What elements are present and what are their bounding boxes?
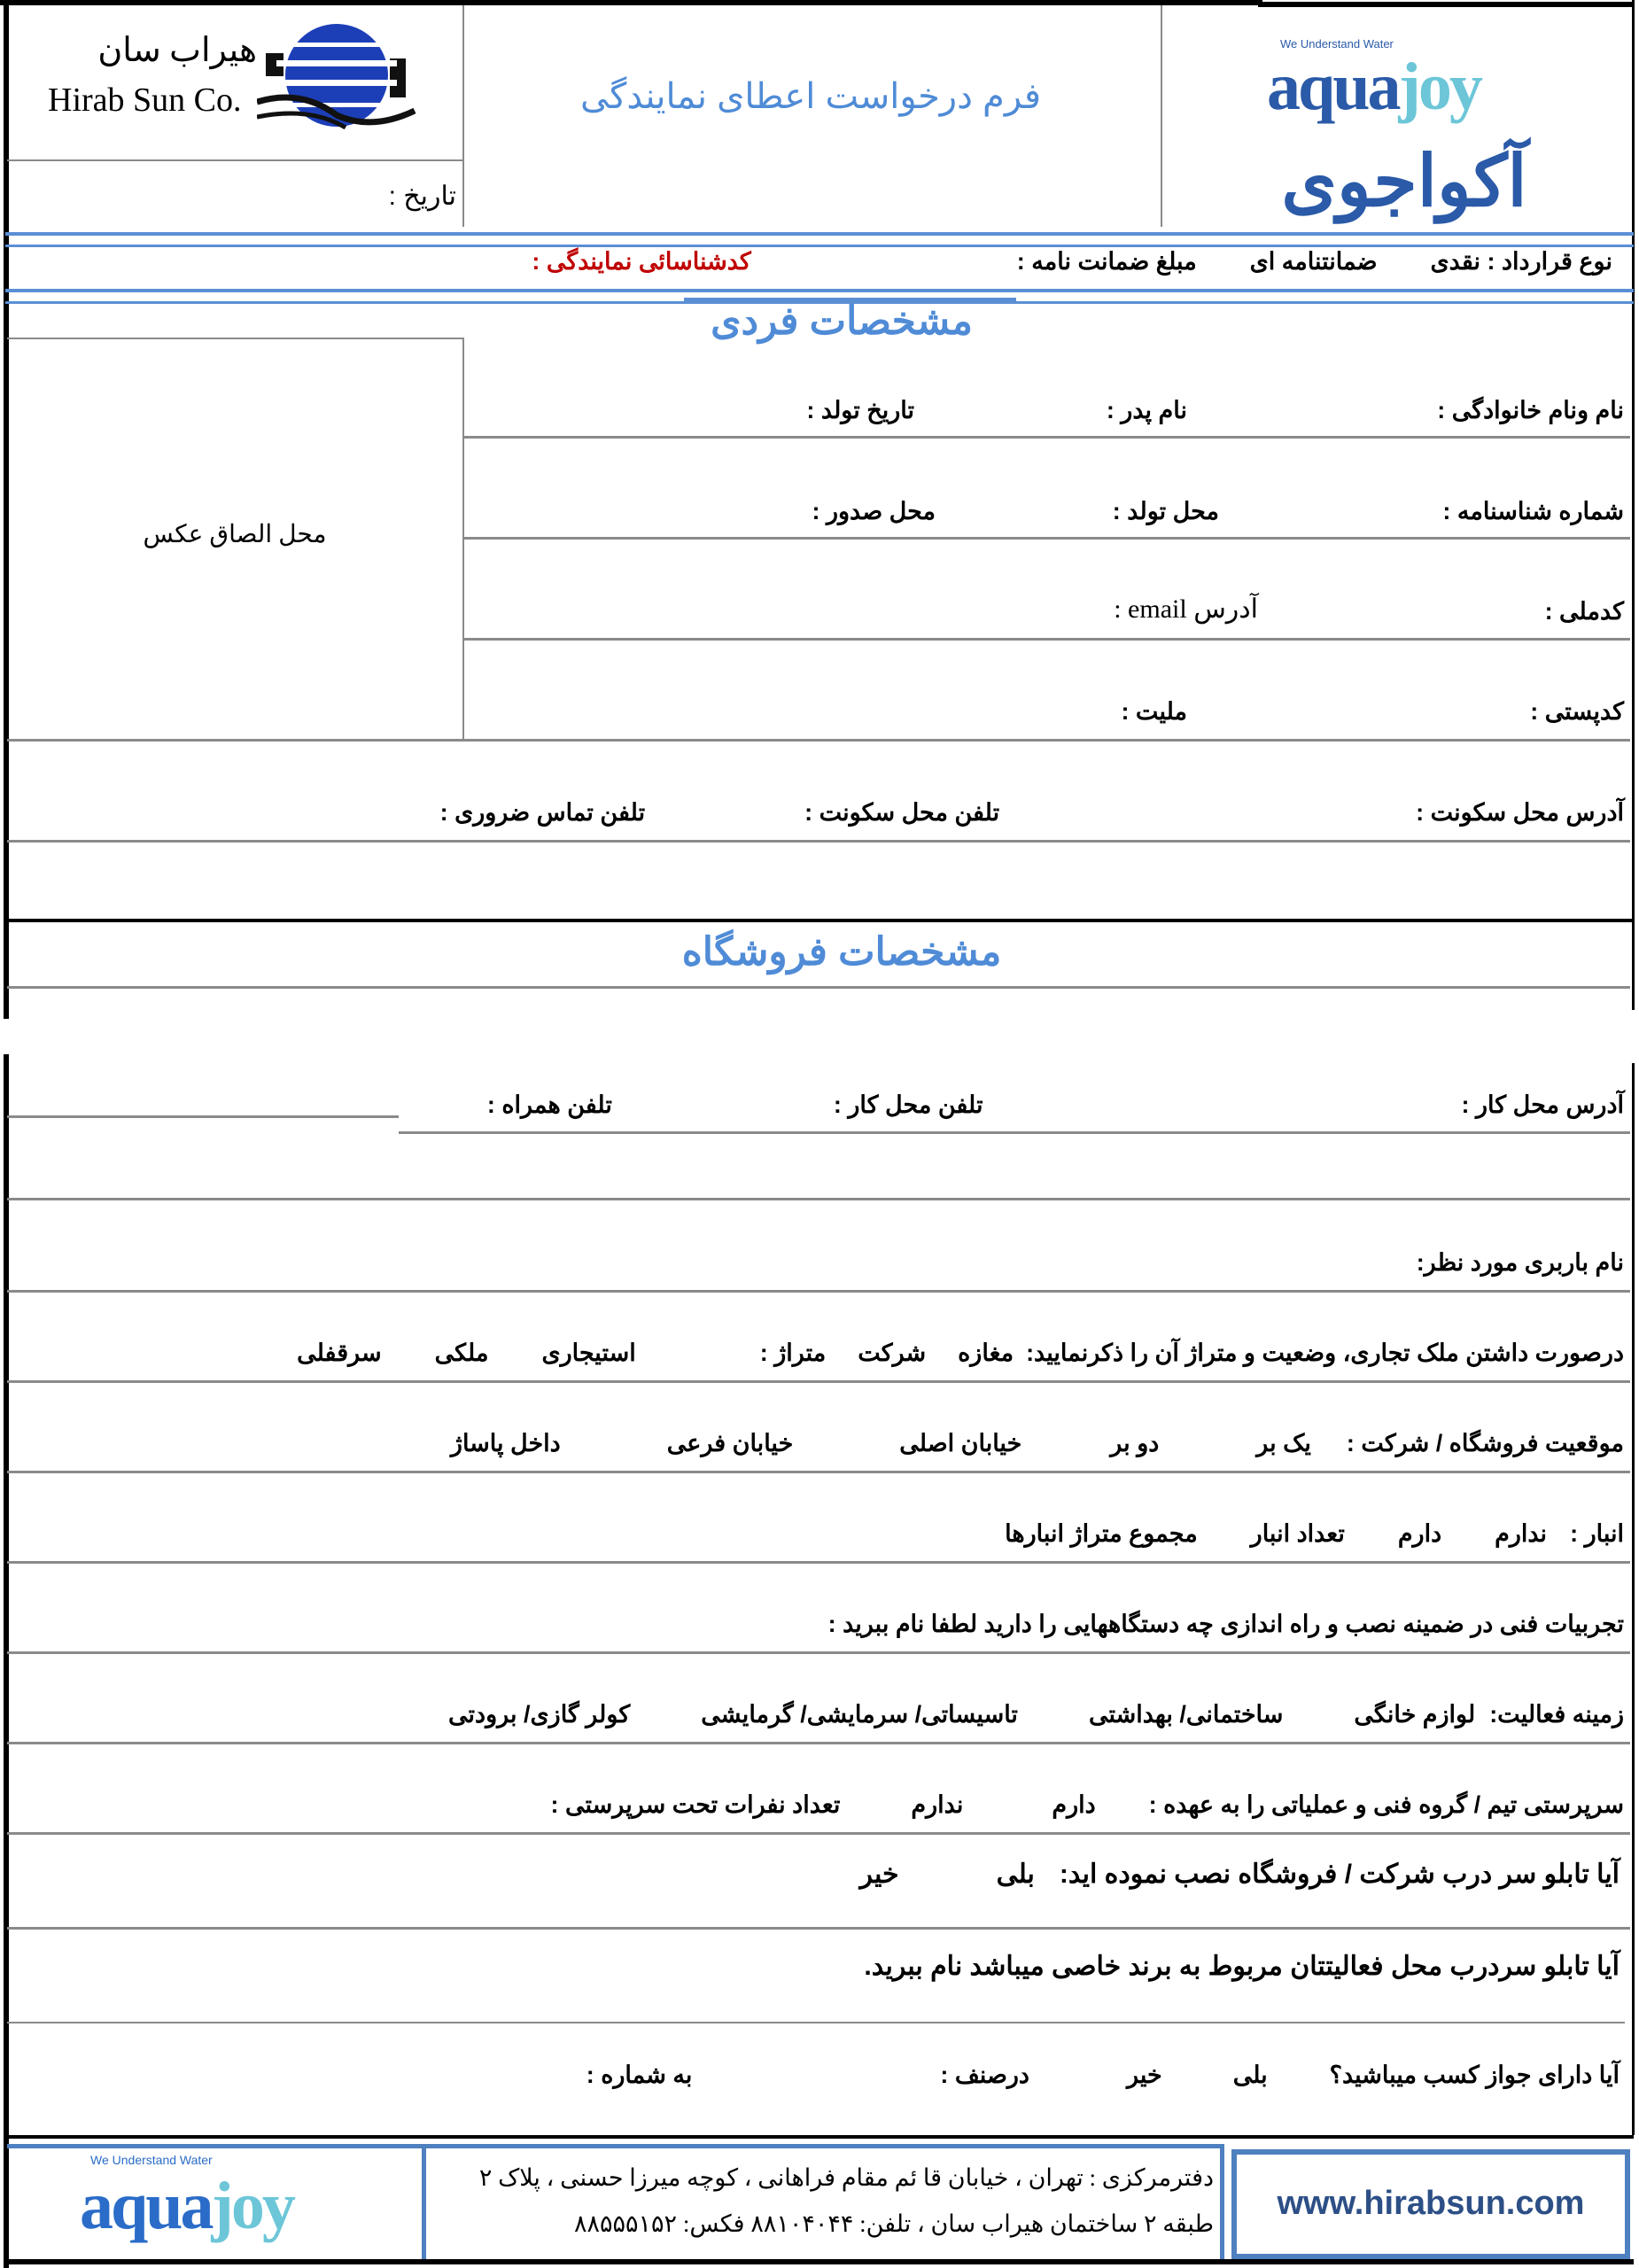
row-divider xyxy=(7,2022,1625,2023)
personal-section-title: مشخصات فردی xyxy=(711,299,973,343)
option-one-side[interactable]: یک بر xyxy=(1256,1430,1311,1456)
hirab-logo-english: Hirab Sun Co. xyxy=(48,82,242,119)
row-divider xyxy=(462,436,1630,439)
signboard-row xyxy=(859,1859,1620,1890)
contract-type: نوع قرارداد : نقدی xyxy=(1430,248,1612,275)
hirab-sun-logo xyxy=(35,18,425,133)
option-owned[interactable]: ملکی xyxy=(434,1340,489,1366)
option-license-yes[interactable]: بلی xyxy=(1232,2062,1268,2088)
aquajoy-wordmark-aqua: aqua xyxy=(1267,50,1399,124)
option-building-sanitary[interactable]: ساختمانی/ بهداشتی xyxy=(1088,1701,1284,1728)
issue-place-label: محل صدور : xyxy=(812,498,936,524)
freight-company-label: نام باربری مورد نظر: xyxy=(1416,1249,1624,1276)
header-divider-right xyxy=(1161,5,1162,227)
license-number-label: به شماره : xyxy=(586,2062,693,2088)
warehouse-area-label: مجموع متراژ انبارها xyxy=(1005,1520,1198,1547)
option-no-warehouse[interactable]: ندارم xyxy=(1495,1520,1548,1547)
option-have-warehouse[interactable]: دارم xyxy=(1397,1520,1442,1547)
signboard-label: آیا تابلو سر درب شرکت / فروشگاه نصب نموده اید: xyxy=(1059,1860,1620,1889)
license-row xyxy=(586,2062,1620,2089)
aquajoy-persian-logo: آکواجوی xyxy=(1281,142,1527,221)
nationality-label: ملیت : xyxy=(1121,698,1187,725)
footer-address-line-1: دفترمرکزی : تهران ، خیابان قا ئم مقام فراهانی ، کوچه میرزا حسنی ، پلاک ۲ xyxy=(478,2164,1214,2191)
option-side-street[interactable]: خیابان فرعی xyxy=(666,1430,794,1456)
photo-placeholder[interactable]: محل الصاق عکس xyxy=(143,521,327,548)
work-phone-label: تلفن محل کار : xyxy=(833,1091,983,1118)
birth-place-label: محل تولد : xyxy=(1112,498,1219,524)
row-divider xyxy=(7,986,1630,989)
home-address-label: آدرس محل سکونت : xyxy=(1416,799,1624,826)
guarantee-option: ضمانتنامه ای xyxy=(1249,248,1378,275)
email-label: آدرس email : xyxy=(1114,594,1258,624)
row-divider xyxy=(7,739,1630,742)
option-license-no[interactable]: خیر xyxy=(1126,2062,1162,2088)
warehouse-label: انبار : xyxy=(1570,1520,1624,1547)
row-divider xyxy=(7,1471,1630,1473)
header-midline-left xyxy=(7,159,462,161)
option-goodwill[interactable]: سرقفلی xyxy=(297,1340,382,1366)
option-two-side[interactable]: دو بر xyxy=(1110,1430,1160,1456)
option-main-street[interactable]: خیابان اصلی xyxy=(899,1430,1022,1456)
team-size-label: تعداد نفرات تحت سرپرستی : xyxy=(550,1791,841,1818)
aquajoy-tagline: We Understand Water xyxy=(1280,37,1394,50)
row-divider xyxy=(7,1561,1630,1564)
option-signboard-yes[interactable]: بلی xyxy=(996,1860,1035,1889)
hirab-globe-icon xyxy=(257,18,416,133)
row-divider xyxy=(7,1290,1630,1293)
row-divider xyxy=(7,1198,1630,1200)
aquajoy-logo xyxy=(1267,35,1533,124)
header-divider-left xyxy=(462,5,464,227)
frame-top-border xyxy=(0,0,1262,5)
row-divider xyxy=(7,840,1630,843)
option-supervise-no[interactable]: ندارم xyxy=(911,1791,964,1818)
activity-field-label: زمینه فعالیت: xyxy=(1489,1701,1624,1728)
option-inside-passage[interactable]: داخل پاساژ xyxy=(450,1430,561,1456)
option-area: متراژ : xyxy=(759,1340,827,1366)
birth-date-label: تاریخ تولد : xyxy=(806,397,914,423)
row-divider xyxy=(462,638,1630,641)
frame-right-border xyxy=(1632,0,1635,1010)
row-divider-short xyxy=(7,1115,399,1118)
row-divider xyxy=(7,1651,1630,1654)
location-row xyxy=(451,1430,1624,1457)
national-id-label: کدملی : xyxy=(1544,598,1624,625)
row-divider xyxy=(7,1927,1630,1930)
property-label: درصورت داشتن ملک تجاری، وضعیت و متراژ آن را ذکرنمایید: xyxy=(1026,1340,1624,1366)
postal-code-label: کدپستی : xyxy=(1530,698,1624,725)
frame-left-border-lower xyxy=(4,1054,9,2268)
row-divider xyxy=(7,1832,1630,1835)
footer-logo-joy: joy xyxy=(211,2169,293,2243)
footer-aquajoy-logo xyxy=(80,2153,381,2255)
option-shop[interactable]: مغازه xyxy=(958,1340,1014,1366)
frame-left-border xyxy=(4,0,9,1019)
supervision-label: سرپرستی تیم / گروه فنی و عملیاتی را به عهده : xyxy=(1148,1791,1624,1818)
option-company[interactable]: شرکت xyxy=(858,1340,927,1366)
work-address-label: آدرس محل کار : xyxy=(1461,1091,1624,1118)
hirab-logo-persian: هیراب سان xyxy=(97,32,257,69)
option-home-appliances[interactable]: لوازم خانگی xyxy=(1354,1701,1476,1728)
option-air-conditioner[interactable]: کولر گازی/ برودتی xyxy=(448,1701,631,1728)
supervision-row xyxy=(551,1791,1624,1819)
website-link[interactable]: www.hirabsun.com xyxy=(1277,2185,1585,2222)
aquajoy-wordmark-joy: joy xyxy=(1398,50,1480,124)
full-name-label: نام ونام خانوادگی : xyxy=(1437,397,1624,423)
frame-top-border-right xyxy=(1258,2,1635,7)
photo-box-top xyxy=(7,338,462,339)
store-section-title: مشخصات فروشگاه xyxy=(681,930,1002,974)
footer-address-line-2: طبقه ۲ ساختمان هیراب سان ، تلفن: ۸۸۱۰۴۰۴۴ فکس: ۸۸۵۵۵۱۵۲ xyxy=(574,2210,1214,2237)
footer-logo-tagline: We Understand Water xyxy=(90,2153,213,2167)
emergency-phone-label: تلفن تماس ضروری : xyxy=(439,799,646,826)
work-row xyxy=(487,1091,1624,1119)
agency-code-label: کدشناسائی نمایندگی : xyxy=(532,248,751,275)
row-divider xyxy=(462,537,1630,540)
option-supervise-yes[interactable]: دارم xyxy=(1052,1791,1096,1818)
option-signboard-no[interactable]: خیر xyxy=(859,1860,899,1889)
option-hvac[interactable]: تاسیساتی/ سرمایشی/ گرمایشی xyxy=(701,1701,1018,1728)
row-divider xyxy=(7,1742,1630,1744)
id-number-label: شماره شناسنامه : xyxy=(1442,498,1624,524)
footer-logo-aqua: aqua xyxy=(80,2169,212,2243)
technical-experience-label: تجربیات فنی در ضمینه نصب و راه اندازی چه دستگاههایی را دارید لطفا نام ببرید : xyxy=(827,1611,1624,1637)
father-name-label: نام پدر : xyxy=(1106,397,1187,423)
contract-bar-top-rule xyxy=(5,232,1634,247)
form-title: فرم درخواست اعطای نمایندگی xyxy=(579,77,1042,116)
contract-bar-row xyxy=(532,248,1612,276)
activity-row xyxy=(448,1701,1624,1728)
warehouse-row xyxy=(1005,1520,1624,1548)
mobile-phone-label: تلفن همراه : xyxy=(486,1091,612,1118)
frame-right-border-lower xyxy=(1632,1063,1635,2135)
home-phone-label: تلفن محل سکونت : xyxy=(804,799,1000,826)
section-separator xyxy=(7,919,1632,922)
row-divider xyxy=(399,1131,1630,1134)
option-rented[interactable]: استیجاری xyxy=(541,1340,636,1366)
date-label: تاریخ : xyxy=(388,182,456,211)
home-address-row xyxy=(440,799,1624,827)
footer-top-border xyxy=(7,2135,1634,2139)
property-row xyxy=(297,1340,1624,1367)
footer-bottom-border xyxy=(4,2259,1634,2264)
location-label: موقعیت فروشگاه / شرکت : xyxy=(1346,1430,1624,1456)
guarantee-amount-label: مبلغ ضمانت نامه : xyxy=(1016,248,1197,275)
warehouse-count-label: تعداد انبار xyxy=(1250,1520,1345,1547)
row-divider xyxy=(7,1380,1630,1383)
guild-label: درصنف : xyxy=(940,2062,1029,2088)
business-license-label: آیا دارای جواز کسب میباشید؟ xyxy=(1329,2062,1620,2088)
footer-address-block xyxy=(434,2155,1214,2247)
signboard-brand-label: آیا تابلو سردرب محل فعالیتتان مربوط به برند خاصی میباشد نام ببرید. xyxy=(864,1952,1620,1981)
